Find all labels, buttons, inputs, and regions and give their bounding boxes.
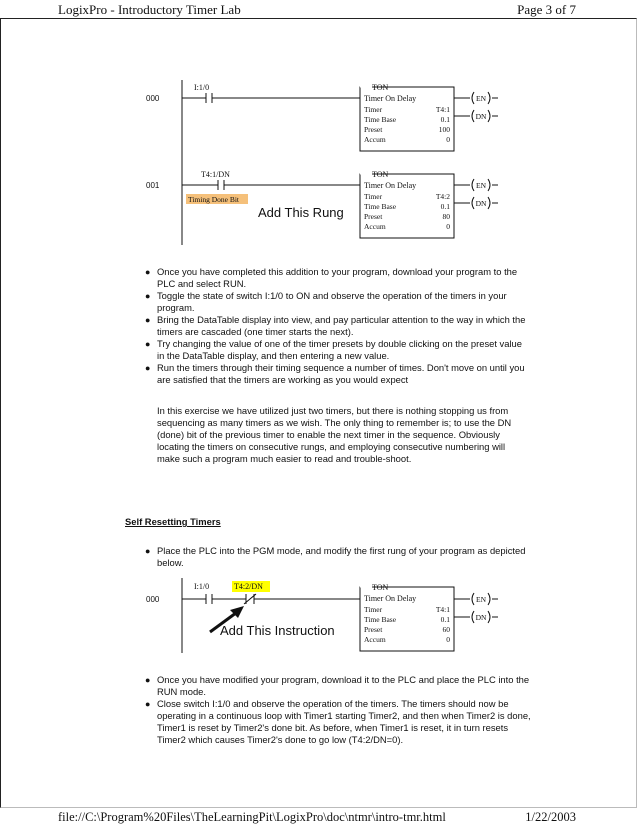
- header-page-number: Page 3 of 7: [517, 2, 576, 17]
- add-rung-annotation: Add This Rung: [258, 205, 344, 220]
- svg-text:EN: EN: [476, 94, 486, 103]
- svg-text:0.1: 0.1: [440, 202, 450, 211]
- svg-text:DN: DN: [475, 613, 487, 622]
- ton-label: TON: [372, 170, 389, 179]
- svg-text:T4:1: T4:1: [435, 605, 450, 614]
- svg-text:T4:2: T4:2: [435, 192, 450, 201]
- xic-contact-icon: [200, 93, 360, 103]
- ladder-diagram-2: [140, 578, 510, 653]
- rung-001: [146, 170, 498, 238]
- rung-number: 001: [146, 181, 160, 190]
- add-instruction-annotation: Add This Instruction: [220, 623, 335, 638]
- svg-text:T4:1: T4:1: [435, 105, 450, 114]
- svg-text:Preset: Preset: [364, 212, 383, 221]
- svg-text:0: 0: [446, 635, 450, 644]
- svg-text:Timer: Timer: [364, 192, 383, 201]
- list-item: ● Close switch I:1/0 and observe the operation of the timers. The timers should now be operating in a continuous loop with Timer1 starting Timer2, and then when Timer2 is done, Timer1 is reset by Timer2's done bit. As before, when Timer1 is reset, it in turn resets Timer2 which causes Timer2's done to go low (T4:2/DN=0).: [145, 698, 531, 745]
- svg-text:80: 80: [442, 212, 450, 221]
- svg-text:0: 0: [446, 135, 450, 144]
- footer-file-path: file://C:\Program%20Files\TheLearningPit\LogixPro\doc\ntmr\intro-tmr.html: [58, 810, 446, 824]
- svg-text:0: 0: [446, 222, 450, 231]
- svg-text:Time Base: Time Base: [364, 115, 397, 124]
- svg-text:DN: DN: [475, 112, 487, 121]
- section-title: Self Resetting Timers: [125, 516, 221, 527]
- list-item: ● Bring the DataTable display into view, and pay particular attention to the way in which the timers are cascaded (one timer starts the next).: [145, 314, 526, 337]
- svg-text:0.1: 0.1: [440, 615, 450, 624]
- svg-text:60: 60: [442, 625, 450, 634]
- xic-contact-icon: [200, 180, 360, 190]
- contact-address: I:1/0: [194, 83, 210, 92]
- header-title: LogixPro - Introductory Timer Lab: [58, 2, 241, 17]
- ton-label: TON: [372, 83, 389, 92]
- svg-text:DN: DN: [475, 199, 487, 208]
- svg-text:Time Base: Time Base: [364, 202, 397, 211]
- contact-comment: Timing Done Bit: [188, 195, 239, 204]
- instruction-list-3: [143, 674, 533, 746]
- svg-text:EN: EN: [476, 181, 486, 190]
- list-item: ● Place the PLC into the PGM mode, and modify the first rung of your program as depicted below.: [145, 545, 526, 568]
- svg-text:Accum: Accum: [364, 135, 386, 144]
- ton-title: Timer On Delay: [364, 94, 417, 103]
- footer-date: 1/22/2003: [525, 810, 576, 824]
- svg-text:EN: EN: [476, 595, 486, 604]
- explanation-paragraph: In this exercise we have utilized just two timers, but there is nothing stopping us from sequencing as many timers as we wish. The only thing to remember is; to use the DN (done) bit of the previous timer to enable the next timer in the sequence. Obviously locating the timers on consecutive rungs, and employing consecutive numbering will make such a program much easier to read and trouble-shoot.: [157, 405, 512, 464]
- contact-address: T4:2/DN: [234, 582, 263, 591]
- list-item: ● Run the timers through their timing sequence a number of times. Don't move on until you are satisfied that the timers are working as you would expect: [145, 362, 525, 385]
- instruction-list-2: [143, 545, 528, 569]
- svg-text:Preset: Preset: [364, 625, 383, 634]
- ton-title: Timer On Delay: [364, 594, 417, 603]
- instruction-list-1: [143, 266, 528, 386]
- rung-number: 000: [146, 595, 160, 604]
- xio-contact-icon: [244, 594, 360, 604]
- svg-text:Timer: Timer: [364, 605, 383, 614]
- svg-text:Accum: Accum: [364, 222, 386, 231]
- contact-address: T4:1/DN: [201, 170, 230, 179]
- svg-text:0.1: 0.1: [440, 115, 450, 124]
- svg-text:Preset: Preset: [364, 125, 383, 134]
- svg-text:Time Base: Time Base: [364, 615, 397, 624]
- svg-text:Accum: Accum: [364, 635, 386, 644]
- rung-000: [146, 83, 498, 151]
- contact-address: I:1/0: [194, 582, 210, 591]
- list-item: ● Once you have completed this addition to your program, download your program to the PLC and select RUN.: [145, 266, 518, 289]
- svg-text:Timer: Timer: [364, 105, 383, 114]
- ladder-diagram-1: [140, 80, 510, 245]
- xic-contact-icon: [182, 594, 246, 604]
- list-item: ● Once you have modified your program, download it to the PLC and place the PLC into the RUN mode.: [145, 674, 530, 697]
- list-item: ● Try changing the value of one of the timer presets by double clicking on the preset value in the DataTable display, and then entering a new value.: [145, 338, 522, 361]
- list-item: ● Toggle the state of switch I:1/0 to ON and observe the operation of the timers in your program.: [145, 290, 507, 313]
- svg-text:100: 100: [438, 125, 450, 134]
- ton-label: TON: [372, 583, 389, 592]
- ton-title: Timer On Delay: [364, 181, 417, 190]
- rung-number: 000: [146, 94, 160, 103]
